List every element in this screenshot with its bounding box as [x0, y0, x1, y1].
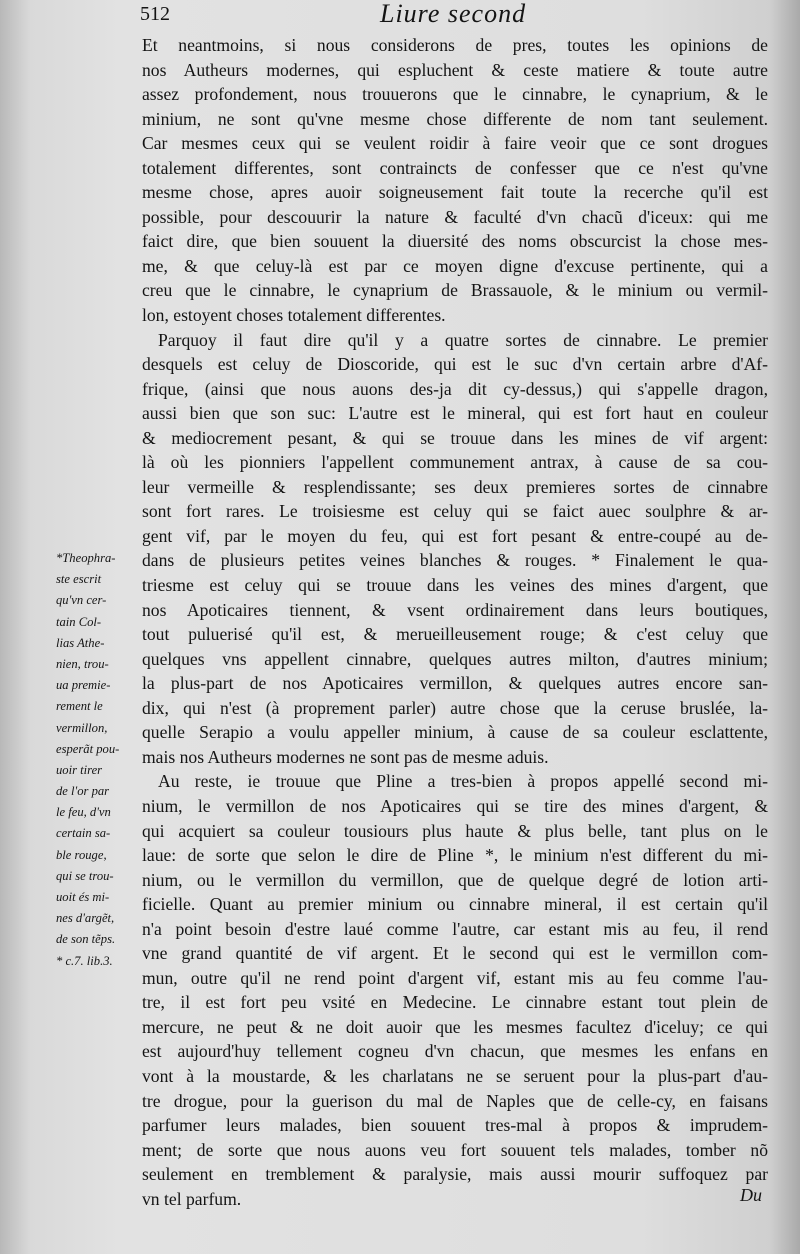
margin-note-line: qui se trou-: [56, 868, 114, 883]
text-line: aussi bien que son suc: L'autre est le mineral, qui est fort haut en couleur: [142, 403, 768, 424]
text-line: tre drogue, pour la guerison du mal de Naples que de celle-cy, en faisans: [142, 1090, 768, 1111]
text-line: la plus-part de nos Apoticaires vermillon, & quelques autres encore san-: [142, 673, 768, 694]
text-line: dix, qui n'est (à proprement parler) autre chose que la ceruse bruslée, la-: [142, 697, 768, 718]
text-line: seulement en tremblement & paralysie, mais aussi mourir suffoquez par: [142, 1164, 768, 1185]
text-line: sont fort rares. Le troisiesme est celuy qui se faict auec soulphre & ar-: [142, 501, 768, 522]
margin-note-line: uoit és mi-: [56, 890, 110, 904]
page-number: 512: [140, 3, 170, 25]
text-line: triesme est celuy qui se trouue dans les veines des mines d'argent, que: [142, 575, 768, 596]
margin-note-line: qu'vn cer-: [56, 593, 107, 608]
margin-note-line: de l'or par: [56, 784, 110, 799]
margin-note: [56, 548, 138, 972]
margin-note-line: ste escrit: [56, 572, 102, 587]
margin-note-line: ble rouge,: [56, 847, 107, 862]
text-line: nos Apoticaires tiennent, & vsent ordinairement dans leurs boutiques,: [142, 599, 768, 620]
main-text-block: [142, 33, 768, 1211]
text-line: laue: de sorte que selon le dire de Pline *, le minium n'est different du mi-: [142, 845, 768, 866]
text-line: est aujourd'huy tellement cogneu d'vn chacun, que mesmes les enfans en: [142, 1041, 768, 1062]
margin-note-line: de son tẽps.: [56, 932, 116, 947]
text-line: vn tel parfum.: [142, 1188, 242, 1209]
text-line: mesme chose, apres auoir soigneusement fait toute la recerche qu'il est: [142, 182, 768, 203]
text-line: & mediocrement pesant, & qui se trouue dans les mines de vif argent:: [142, 427, 768, 448]
text-line: Car mesmes ceux qui se veulent roidir à faire veoir que ce sont drogues: [142, 133, 768, 154]
text-line: minium, ne sont qu'vne mesme chose differente de nom tant seulement.: [142, 108, 768, 129]
text-line: gent vif, par le moyen du feu, qui est fort pesant & entre-coupé au de-: [142, 525, 768, 546]
margin-note-line: * c.7. lib.3.: [56, 953, 113, 968]
text-line: assez profondement, nous trouuerons que le cinnabre, le cynaprium, & le: [142, 84, 768, 105]
text-line: leur vermeille & resplendissante; ses deux premieres sortes de cinnabre: [142, 476, 768, 497]
text-line: vont à la moustarde, & les charlatans ne se seruent pour la plus-part d'au-: [142, 1065, 768, 1086]
text-line: nium, ou le vermillon du vermillon, que de quelque degré de lotion arti-: [142, 869, 768, 890]
text-line: nium, le vermillon de nos Apoticaires qui se tire des mines d'argent, &: [142, 795, 768, 816]
margin-note-line: nes d'argẽt,: [56, 911, 115, 926]
running-head: Liure second: [380, 0, 527, 28]
text-line: totalement differentes, sont contraincts de confesser que ce n'est qu'vne: [142, 157, 768, 178]
text-line: nos Autheurs modernes, qui espluchent & ceste matiere & toute autre: [142, 59, 768, 80]
text-line: quelques vns appellent cinnabre, quelques autres milton, d'autres minium;: [142, 648, 768, 669]
margin-note-line: le feu, d'vn: [56, 805, 111, 820]
text-line: creu que le cinnabre, le cynaprium de Brassauole, & le minium ou vermil-: [142, 280, 768, 301]
text-line: ment; de sorte que nous auons veu fort souuent tels malades, tomber nõ: [142, 1139, 768, 1160]
text-line: n'a point besoin d'estre laué comme l'autre, car estant mis au feu, il rend: [142, 918, 768, 939]
catchword: Du: [740, 1185, 762, 1205]
text-line: possible, pour descouurir la nature & faculté d'vn chacũ d'iceux: qui me: [142, 206, 768, 227]
text-line: mun, outre qu'il ne rend point d'argent vif, estant mis au feu comme l'au-: [142, 967, 768, 988]
text-line: Et neantmoins, si nous considerons de pres, toutes les opinions de: [142, 35, 768, 55]
text-line: tre, il est fort peu vsité en Medecine. Le cinnabre estant tout plein de: [142, 992, 768, 1013]
margin-note-line: *Theophra-: [56, 551, 116, 565]
margin-note-line: nien, trou-: [56, 656, 109, 671]
text-line: me, & que celuy-là est par ce moyen digne d'excuse pertinente, qui a: [142, 255, 768, 276]
margin-note-line: tain Col-: [56, 614, 102, 629]
margin-note-line: lias Athe-: [56, 635, 105, 650]
text-line: quelle Serapio a voulu appeller minium, à cause de sa couleur esclattente,: [142, 722, 768, 743]
margin-note-line: vermillon,: [56, 720, 108, 735]
text-line: faict dire, que bien souuent la diuersité des noms obscurcist la chose mes-: [142, 231, 768, 252]
text-line: lon, estoyent choses totalement differentes.: [142, 305, 446, 326]
margin-note-line: rement le: [56, 699, 103, 714]
text-line: qui acquiert sa couleur tousiours plus haute & plus belle, tant plus on le: [142, 820, 768, 841]
margin-note-line: certain sa-: [56, 826, 111, 841]
text-line: mercure, ne peut & ne doit auoir que les mesmes facultez d'iceluy; ce qui: [142, 1016, 768, 1037]
text-line: vne grand quantité de vif argent. Et le second qui est le vermillon com-: [142, 943, 768, 964]
text-line: Au reste, ie trouue que Pline a tres-bien à propos appellé second mi-: [158, 771, 768, 792]
text-line: mais nos Autheurs modernes ne sont pas de mesme aduis.: [142, 746, 549, 767]
margin-note-line: uoir tirer: [56, 762, 103, 777]
text-line: dans de plusieurs petites veines blanches & rouges. * Finalement le qua-: [142, 550, 768, 571]
text-line: tout puluerisé qu'il est, & merueilleusement rouge; & c'est celuy que: [142, 624, 768, 645]
text-line: frique, (ainsi que nous auons des-ja dit cy-dessus,) qui s'appelle dragon,: [142, 378, 768, 399]
margin-note-line: esperãt pou-: [56, 741, 120, 756]
text-line: ficielle. Quant au premier minium ou cinnabre mineral, il est certain qu'il: [142, 894, 768, 915]
text-line: là où les pionniers l'appellent communement antrax, à cause de sa cou-: [142, 452, 768, 473]
text-line: Parquoy il faut dire qu'il y a quatre sortes de cinnabre. Le premier: [158, 329, 768, 350]
margin-note-line: ua premie-: [56, 678, 111, 693]
text-line: parfumer leurs malades, bien souuent tres-mal à propos & imprudem-: [142, 1115, 768, 1136]
text-line: desquels est celuy de Dioscoride, qui est le suc d'vn certain arbre d'Af-: [142, 354, 768, 375]
